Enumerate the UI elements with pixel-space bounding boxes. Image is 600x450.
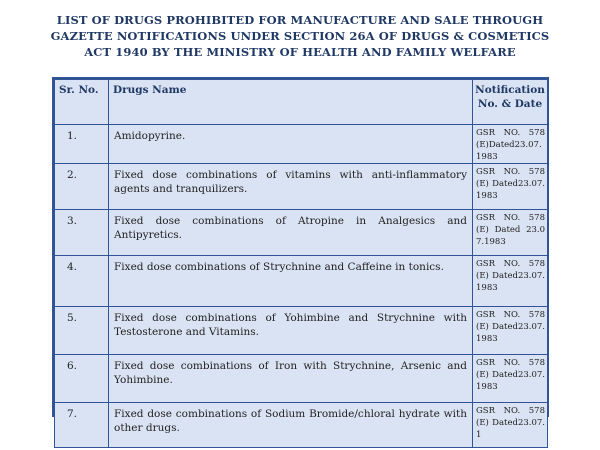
header-notification: Notification No. & Date bbox=[473, 80, 548, 125]
row-sr-no: 6. bbox=[55, 355, 109, 403]
table-row bbox=[55, 210, 548, 256]
row-drug-name: Amidopyrine. bbox=[109, 125, 473, 164]
table-row bbox=[55, 125, 548, 164]
row-notification: GSR NO. 578(E) Dated23.07.1 bbox=[473, 403, 548, 448]
row-notification: GSR NO. 578(E) Dated23.07.1983 bbox=[473, 355, 548, 403]
row-notification: GSR NO. 578(E) Dated23.07.1983 bbox=[473, 256, 548, 307]
table-row bbox=[55, 256, 548, 307]
row-sr-no: 4. bbox=[55, 256, 109, 307]
table-row bbox=[55, 355, 548, 403]
table-row bbox=[55, 403, 548, 448]
document-title bbox=[0, 12, 600, 60]
row-notification: GSR NO. 578(E)Dated23.07.1983 bbox=[473, 125, 548, 164]
row-drug-name: Fixed dose combinations of Sodium Bromide/chloral hydrate with other drugs. bbox=[109, 403, 473, 448]
row-sr-no: 2. bbox=[55, 164, 109, 210]
row-drug-name: Fixed dose combinations of vitamins with anti-inflammatory agents and tranquilizers. bbox=[109, 164, 473, 210]
row-sr-no: 5. bbox=[55, 307, 109, 355]
title-line-2: GAZETTE NOTIFICATIONS UNDER SECTION 26A OF DRUGS & COSMETICS bbox=[50, 29, 550, 43]
drugs-table bbox=[54, 79, 548, 448]
table-row bbox=[55, 164, 548, 210]
row-sr-no: 1. bbox=[55, 125, 109, 164]
row-drug-name: Fixed dose combinations of Strychnine and Caffeine in tonics. bbox=[109, 256, 473, 307]
row-drug-name: Fixed dose combinations of Yohimbine and Strychnine with Testosterone and Vitamins. bbox=[109, 307, 473, 355]
header-drugs-name: Drugs Name bbox=[109, 80, 473, 125]
row-sr-no: 7. bbox=[55, 403, 109, 448]
title-line-1: LIST OF DRUGS PROHIBITED FOR MANUFACTURE AND SALE THROUGH bbox=[56, 13, 544, 27]
header-sr-no: Sr. No. bbox=[55, 80, 109, 125]
row-sr-no: 3. bbox=[55, 210, 109, 256]
row-drug-name: Fixed dose combinations of Iron with Strychnine, Arsenic and Yohimbine. bbox=[109, 355, 473, 403]
row-notification: GSR NO. 578(E) Dated23.07.1983 bbox=[473, 164, 548, 210]
row-notification: GSR NO. 578(E) Dated 23.07.1983 bbox=[473, 210, 548, 256]
table-header-row bbox=[55, 80, 548, 125]
row-notification: GSR NO. 578(E) Dated23.07.1983 bbox=[473, 307, 548, 355]
row-drug-name: Fixed dose combinations of Atropine in Analgesics and Antipyretics. bbox=[109, 210, 473, 256]
table-row bbox=[55, 307, 548, 355]
title-line-3: ACT 1940 BY THE MINISTRY OF HEALTH AND FAMILY WELFARE bbox=[84, 45, 516, 59]
drugs-table-container bbox=[52, 77, 549, 440]
